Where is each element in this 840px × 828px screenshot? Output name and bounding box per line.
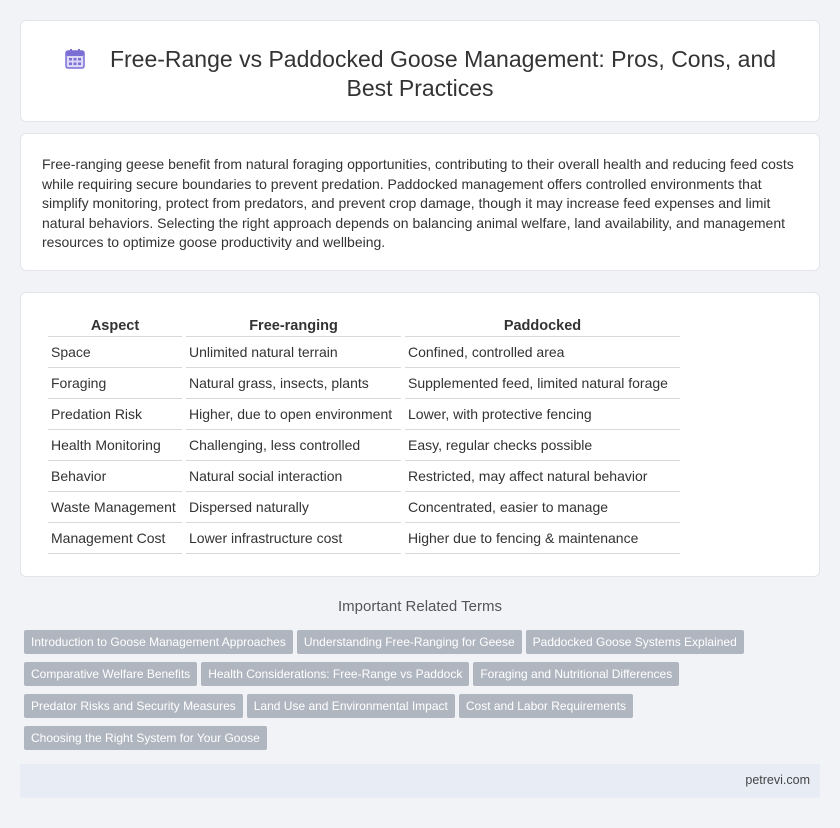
table-cell: Lower, with protective fencing (405, 399, 680, 430)
table-cell: Supplemented feed, limited natural forage (405, 368, 680, 399)
column-header-paddocked: Paddocked (405, 315, 680, 337)
tag-row (24, 662, 784, 694)
table-cell: Restricted, may affect natural behavior (405, 461, 680, 492)
page-title: Free-Range vs Paddocked Goose Management: Pros, Cons, and Best Practices (109, 46, 777, 101)
related-term-tag[interactable]: Introduction to Goose Management Approaches (24, 630, 293, 654)
intro-paragraph: Free-ranging geese benefit from natural foraging opportunities, contributing to their overall health and reducing feed costs while requiring secure boundaries to prevent predation. Paddocked management offers controlled environments that simplify monitoring, protect from predators, and prevent crop damage, though it may increase feed expenses and limit natural behaviors. Selecting the right approach depends on balancing animal welfare, land availability, and management resources to optimize goose productivity and wellbeing. (42, 156, 794, 250)
table-row (48, 523, 680, 554)
footer-site-link[interactable]: petrevi.com (745, 773, 810, 787)
related-term-tag[interactable]: Understanding Free-Ranging for Geese (297, 630, 522, 654)
footer-bar (20, 764, 820, 798)
table-cell: Health Monitoring (48, 430, 182, 461)
table-cell: Higher due to fencing & maintenance (405, 523, 680, 554)
related-term-tag[interactable]: Foraging and Nutritional Differences (473, 662, 679, 686)
table-cell: Space (48, 337, 182, 368)
related-term-tag[interactable]: Health Considerations: Free-Range vs Paddock (201, 662, 469, 686)
table-row (48, 337, 680, 368)
page-title-wrap (61, 45, 779, 103)
table-cell: Dispersed naturally (186, 492, 401, 523)
column-header-free-ranging: Free-ranging (186, 315, 401, 337)
related-term-tag[interactable]: Paddocked Goose Systems Explained (526, 630, 744, 654)
table-cell: Easy, regular checks possible (405, 430, 680, 461)
table-row (48, 368, 680, 399)
related-term-tag[interactable]: Cost and Labor Requirements (459, 694, 633, 718)
table-cell: Higher, due to open environment (186, 399, 401, 430)
related-term-tag[interactable]: Predator Risks and Security Measures (24, 694, 243, 718)
intro-card (20, 133, 820, 271)
table-cell: Unlimited natural terrain (186, 337, 401, 368)
table-cell: Confined, controlled area (405, 337, 680, 368)
table-row (48, 399, 680, 430)
calendar-icon (64, 48, 86, 70)
table-row (48, 492, 680, 523)
table-cell: Natural grass, insects, plants (186, 368, 401, 399)
table-cell: Challenging, less controlled (186, 430, 401, 461)
table-cell: Lower infrastructure cost (186, 523, 401, 554)
related-term-tag[interactable]: Comparative Welfare Benefits (24, 662, 197, 686)
table-cell: Foraging (48, 368, 182, 399)
comparison-table-card (20, 292, 820, 577)
table-cell: Concentrated, easier to manage (405, 492, 680, 523)
table-row (48, 430, 680, 461)
table-header-row (48, 315, 680, 337)
tag-row (24, 726, 784, 758)
table-row (48, 461, 680, 492)
tag-row (24, 694, 784, 726)
related-terms-list (24, 630, 784, 758)
title-card (20, 20, 820, 122)
related-terms-heading: Important Related Terms (338, 598, 502, 615)
table-cell: Waste Management (48, 492, 182, 523)
table-cell: Behavior (48, 461, 182, 492)
column-header-aspect: Aspect (48, 315, 182, 337)
table-cell: Predation Risk (48, 399, 182, 430)
related-term-tag[interactable]: Choosing the Right System for Your Goose (24, 726, 267, 750)
comparison-table (44, 315, 684, 554)
table-cell: Management Cost (48, 523, 182, 554)
table-cell: Natural social interaction (186, 461, 401, 492)
tag-row (24, 630, 784, 662)
related-term-tag[interactable]: Land Use and Environmental Impact (247, 694, 455, 718)
